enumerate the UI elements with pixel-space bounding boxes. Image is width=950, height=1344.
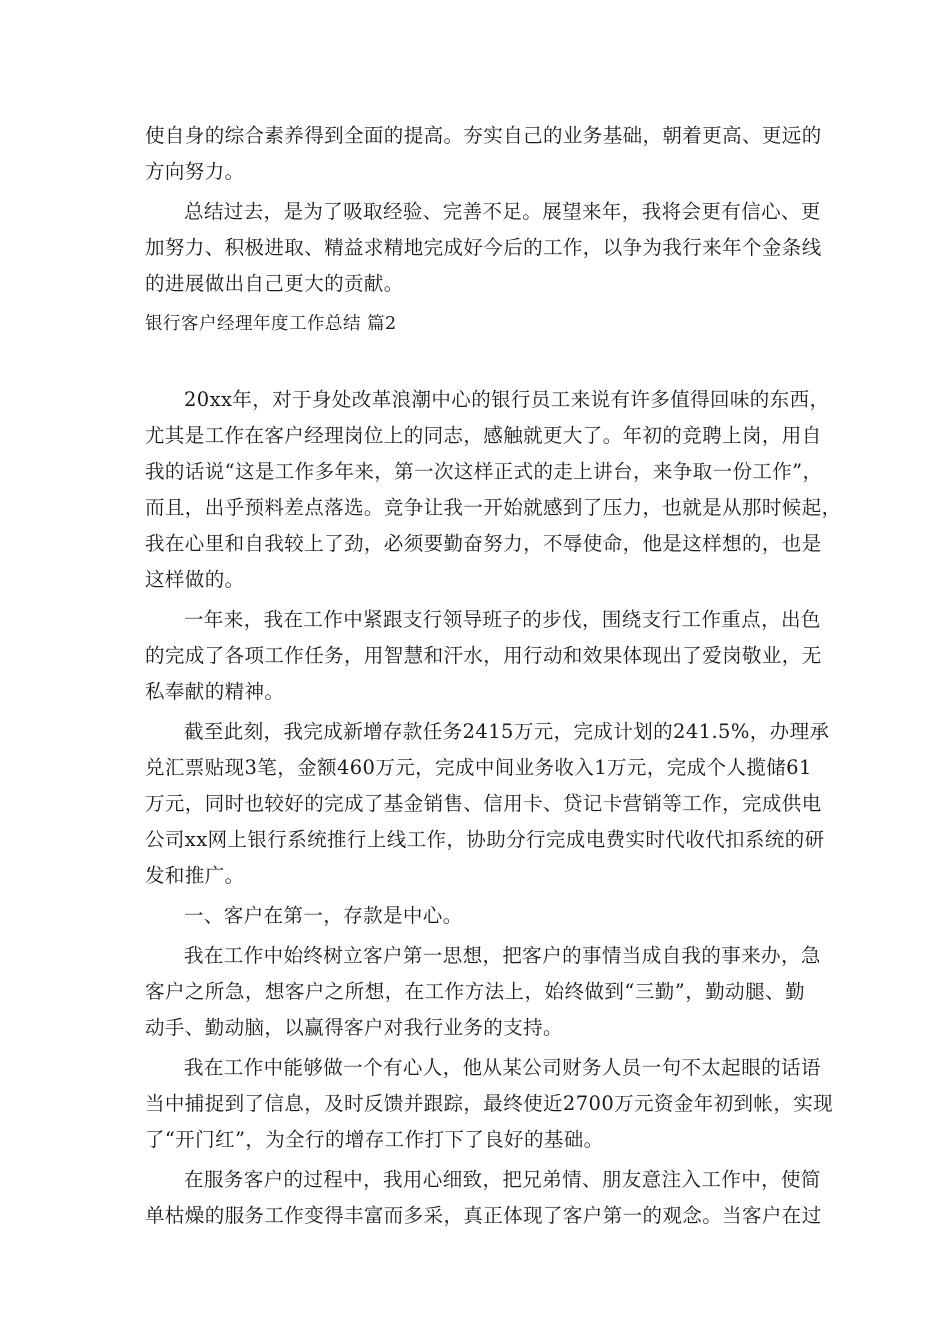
paragraph-attentive	[145, 1050, 834, 1158]
text-line: 当中捕捉到了信息，及时反馈并跟踪，最终使近2700万元资金年初到帐，实现	[145, 1092, 834, 1115]
text-line: 发和推广。	[145, 864, 245, 887]
text-line: 而且，出乎预料差点落选。竞争让我一开始就感到了压力，也就是从那时候起，	[145, 496, 842, 519]
text-line: 我的话说“这是工作多年来，第一次这样正式的走上讲台，来争取一份工作”，	[145, 460, 823, 483]
paragraph-continuation	[145, 118, 822, 190]
paragraph-customer-first	[145, 938, 821, 1046]
text-line: 使自身的综合素养得到全面的提高。夯实自己的业务基础，朝着更高、更远的	[145, 124, 822, 147]
paragraph-service	[145, 1162, 822, 1234]
text-line: 在服务客户的过程中，我用心细致，把兄弟情、朋友意注入工作中，使简	[184, 1168, 821, 1191]
text-line: 我在工作中始终树立客户第一思想，把客户的事情当成自我的事来办，急	[184, 944, 821, 967]
text-line: 兑汇票贴现3笔，金额460万元，完成中间业务收入1万元，完成个人揽储61	[145, 756, 812, 779]
text-line: 一、客户在第一，存款是中心。	[184, 904, 463, 927]
subheading-customer-first	[145, 898, 805, 934]
text-line: 私奉献的精神。	[145, 680, 285, 703]
text-line: 加努力、积极进取、精益求精地完成好今后的工作，以争为我行来年个金条线	[145, 236, 822, 259]
paragraph-summary	[145, 194, 822, 302]
text-line: 我在工作中能够做一个有心人，他从某公司财务人员一句不太起眼的话语	[184, 1056, 821, 1079]
paragraph-intro	[145, 382, 842, 598]
paragraph-achievements	[145, 714, 830, 894]
text-line: 方向努力。	[145, 160, 245, 183]
paragraph-year-review	[145, 602, 822, 710]
text-line: 总结过去，是为了吸取经验、完善不足。展望来年，我将会更有信心、更	[184, 200, 821, 223]
text-line: 客户之所急，想客户之所想，在工作方法上，始终做到“三勤”，勤动腿、勤	[145, 980, 805, 1003]
text-line: 尤其是工作在客户经理岗位上的同志，感触就更大了。年初的竞聘上岗，用自	[145, 424, 822, 447]
text-line: 一年来，我在工作中紧跟支行领导班子的步伐，围绕支行工作重点，出色	[184, 608, 821, 631]
text-line: 单枯燥的服务工作变得丰富而多采，真正体现了客户第一的观念。当客户在过	[145, 1204, 822, 1227]
text-line: 动手、勤动脑，以赢得客户对我行业务的支持。	[145, 1016, 563, 1039]
text-line: 公司xx网上银行系统推行上线工作，协助分行完成电费实时代收代扣系统的研	[145, 828, 825, 851]
text-line: 了“开门红”，为全行的增存工作打下了良好的基础。	[145, 1128, 604, 1151]
text-line: 的进展做出自己更大的贡献。	[145, 272, 404, 295]
text-line: 万元，同时也较好的完成了基金销售、信用卡、贷记卡营销等工作，完成供电	[145, 792, 822, 815]
document-page	[145, 118, 842, 1238]
text-line: 截至此刻，我完成新增存款任务2415万元，完成计划的241.5%，办理承	[184, 720, 830, 743]
section-title: 银行客户经理年度工作总结 篇2	[145, 314, 397, 334]
text-line: 这样做的。	[145, 568, 245, 591]
text-line: 20xx年，对于身处改革浪潮中心的银行员工来说有许多值得回味的东西，	[184, 388, 830, 411]
text-line: 我在心里和自我较上了劲，必须要勤奋努力，不辱使命，他是这样想的，也是	[145, 532, 822, 555]
text-line: 的完成了各项工作任务，用智慧和汗水，用行动和效果体现出了爱岗敬业，无	[145, 644, 822, 667]
